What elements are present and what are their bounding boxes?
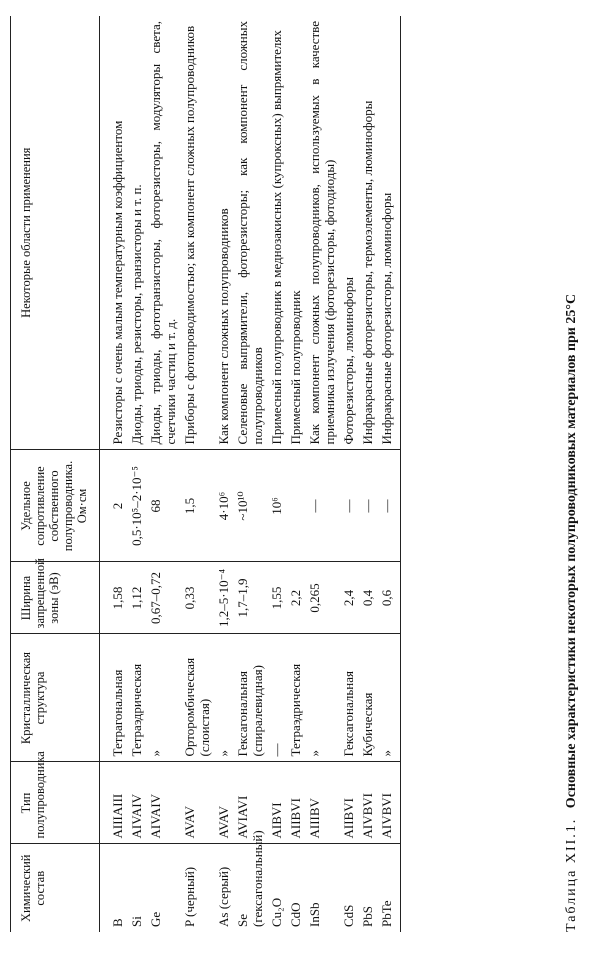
cell-resistivity: 4·10⁶ [214,450,233,562]
cell-structure: » [305,634,339,762]
cell-resistivity: 2 [100,450,128,562]
cell-resistivity: 1,5 [180,450,214,562]
cell-structure: Тетрагональная [100,634,128,762]
table-caption [560,12,584,932]
cell-chem: P (черный) [182,866,197,927]
cell-structure: — [267,634,286,762]
cell-structure: » [377,634,401,762]
cell-type: AVAV [180,762,214,844]
cell-chem: Se (гексагональный) [235,830,265,927]
cell-structure: Тетраэдрическая [286,634,305,762]
cell-resistivity: 10⁶ [267,450,286,562]
cell-gap: 1,7–1,9 [233,562,267,634]
cell-chem: Ge [148,911,163,927]
cell-resistivity: 0,5·10⁵–2·10⁻⁵ [127,450,146,562]
cell-chem: CdS [341,904,356,927]
cell-application: Как компонент сложных полупроводников [214,16,233,450]
cell-application: Приборы с фотопроводимостью; как компонент сложных полупроводников [180,16,214,450]
cell-resistivity: ~10¹⁰ [233,450,267,562]
cell-gap: 0,265 [305,562,339,634]
header-type: Тип полупроводника [11,762,100,844]
cell-gap: 0,33 [180,562,214,634]
table-row [180,16,214,932]
cell-gap: 1,58 [100,562,128,634]
cell-chem: InSb [307,902,322,927]
cell-structure: Кубическая [358,634,377,762]
cell-application: Селеновые выпрямители, фоторезисторы; как компонент сложных полупроводников [233,16,267,450]
cell-chem: Cu₂O [269,897,284,927]
caption-label: Таблица XII.1. [564,817,579,932]
cell-application: Инфракрасные фоторезисторы, люминофоры [377,16,401,450]
cell-type: AIIBVI [286,762,305,844]
cell-resistivity [286,450,305,562]
table-row [214,16,233,932]
cell-application: Резисторы с очень малым температурным коэффициентом [100,16,128,450]
cell-type: AIBVI [267,762,286,844]
cell-structure: » [146,634,180,762]
table-row [339,16,358,932]
cell-type: AVAV [214,762,233,844]
cell-gap: 0,4 [358,562,377,634]
table-row [358,16,377,932]
cell-gap: 0,67–0,72 [146,562,180,634]
cell-type: AIVAIV [146,762,180,844]
table-row [127,16,146,932]
table-row [100,16,128,932]
cell-structure: Тетраэдрическая [127,634,146,762]
table-row [286,16,305,932]
cell-application: Диоды, триоды, резисторы, транзисторы и т. п. [127,16,146,450]
cell-resistivity: — [358,450,377,562]
cell-application: Фоторезисторы, люминофоры [339,16,358,450]
cell-structure: » [214,634,233,762]
cell-type: AIIIBV [305,762,339,844]
cell-gap: 0,6 [377,562,401,634]
cell-gap: 2,4 [339,562,358,634]
caption-title: Основные характеристики некоторых полупроводниковых материалов при 25°С [564,293,579,809]
header-resistivity: Удельное сопротивление собственного полупроводника. Ом·см [11,450,100,562]
cell-structure: Гексагональная [339,634,358,762]
cell-type: AIIIAIII [100,762,128,844]
table-row [267,16,286,932]
semiconductor-table [10,16,401,932]
cell-structure: Гексагональная (спиралевидная) [233,634,267,762]
cell-type: AIIBVI [339,762,358,844]
cell-type: AIVBVI [358,762,377,844]
cell-chem: PbTe [377,844,401,932]
cell-gap: 1,12 [127,562,146,634]
cell-application: Примесный полупроводник в меднозакисных (купроксных) выпрямителях [267,16,286,450]
cell-gap: 2,2 [286,562,305,634]
cell-application: Примесный полупроводник [286,16,305,450]
table-row [305,16,339,932]
table-row [377,16,401,932]
cell-resistivity: 68 [146,450,180,562]
cell-chem: CdO [288,902,303,927]
table-row [146,16,180,932]
header-chem: Химический состав [11,844,100,932]
cell-application: Диоды, триоды, фототранзисторы, фоторезисторы, модуляторы света, счетчики частиц и т. д. [146,16,180,450]
table-header-row [11,16,100,932]
cell-type: AVIAVI [233,762,267,844]
cell-structure: Орторомбическая (слоистая) [180,634,214,762]
header-applications: Некоторые области применения [11,16,100,450]
cell-application: Инфракрасные фоторезисторы, термоэлементы, люминофоры [358,16,377,450]
cell-resistivity: — [339,450,358,562]
header-structure: Кристаллическая структура [11,634,100,762]
cell-gap: 1,55 [267,562,286,634]
cell-resistivity: — [377,450,401,562]
cell-chem: As (серый) [216,866,231,927]
cell-type: AIVAIV [127,762,146,844]
cell-application: Как компонент сложных полупроводников, используемых в качестве приемника излучения (фоторезисторы, фотодиоды) [305,16,339,450]
table-row [233,16,267,932]
cell-chem: Si [129,916,144,927]
cell-resistivity: — [305,450,339,562]
cell-chem: B [110,918,125,927]
cell-type: AIVBVI [377,762,401,844]
cell-gap: 1,2–5·10⁻⁴ [214,562,233,634]
header-gap: Ширина запрещенной зоны (эВ) [11,562,100,634]
cell-chem: PbS [360,906,375,927]
